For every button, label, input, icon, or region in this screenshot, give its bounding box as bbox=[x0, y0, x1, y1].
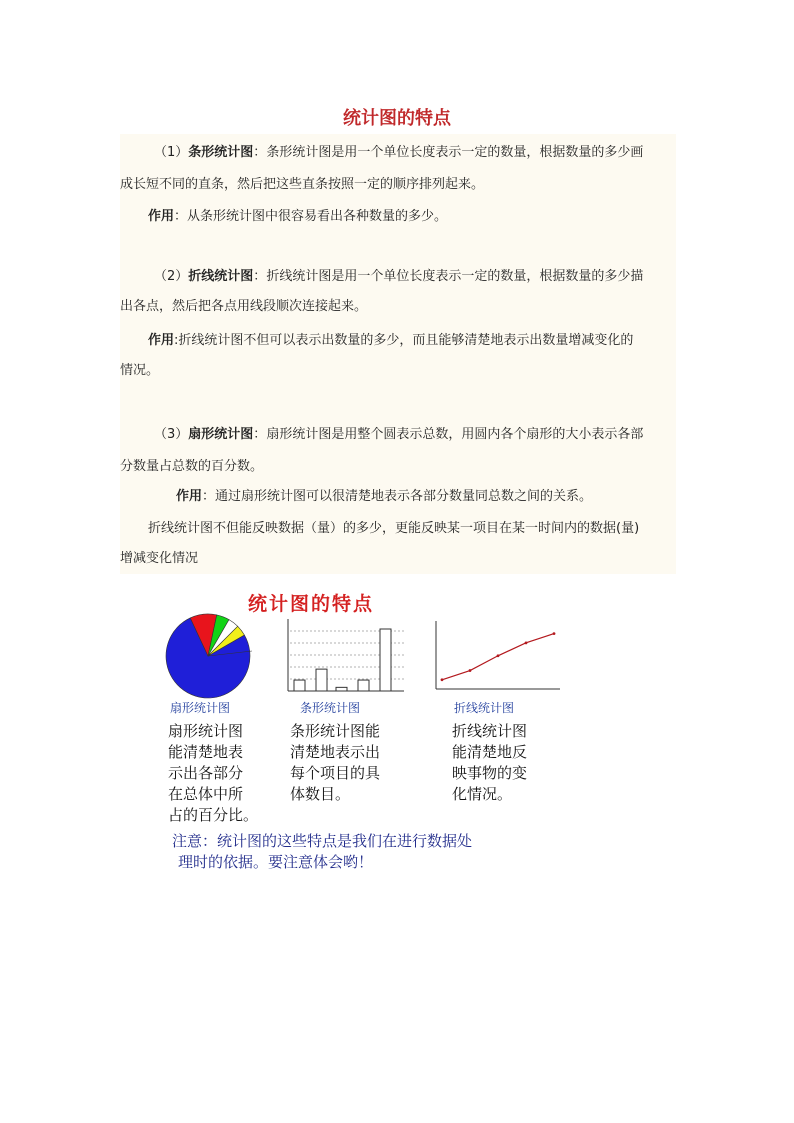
bar bbox=[294, 680, 305, 691]
line-description bbox=[452, 721, 527, 805]
line-point bbox=[469, 669, 472, 672]
bar-desc-line: 清楚地表示出 bbox=[290, 743, 381, 761]
line-caption: 折线统计图 bbox=[454, 701, 515, 715]
note-line-2: 理时的依据。要注意体会哟！ bbox=[178, 853, 374, 871]
extra-line-2: 增减变化情况 bbox=[120, 551, 199, 566]
page-title: 统计图的特点 bbox=[343, 108, 451, 129]
section-1-number: （1） bbox=[154, 145, 189, 160]
pie-desc-line: 示出各部分 bbox=[168, 764, 244, 782]
section-1-sep: ： bbox=[253, 145, 267, 160]
section-2-line-1 bbox=[154, 262, 643, 292]
section-2-heading: 折线统计图 bbox=[188, 269, 254, 284]
figure-title: 统计图的特点 bbox=[248, 593, 375, 615]
section-2-usage bbox=[148, 326, 633, 356]
section-2-sep: ： bbox=[253, 269, 267, 284]
figure-note bbox=[172, 831, 472, 873]
pie-caption: 扇形统计图 bbox=[170, 701, 231, 715]
bar-desc-line: 每个项目的具 bbox=[290, 764, 381, 782]
section-3-number: （3） bbox=[154, 427, 189, 442]
section-3-usage-text: ：通过扇形统计图可以很清楚地表示各部分数量同总数之间的关系。 bbox=[202, 489, 593, 504]
note-line-1: 注意：统计图的这些特点是我们在进行数据处 bbox=[172, 832, 473, 850]
section-3-usage bbox=[176, 482, 592, 512]
pie-desc-line: 占的百分比。 bbox=[168, 806, 259, 824]
line-desc-line: 折线统计图 bbox=[452, 722, 528, 740]
section-2-usage-label: 作用 bbox=[148, 333, 175, 348]
bar-desc-line: 条形统计图能 bbox=[290, 722, 381, 740]
line-point bbox=[441, 678, 444, 681]
pie-chart-icon bbox=[166, 611, 256, 701]
section-1-usage-label: 作用 bbox=[148, 209, 175, 224]
bar bbox=[336, 687, 347, 691]
content-panel bbox=[120, 134, 676, 574]
section-1-usage bbox=[148, 202, 447, 232]
line-point bbox=[553, 632, 556, 635]
section-3-usage-label: 作用 bbox=[176, 489, 203, 504]
section-1-definition-1: 条形统计图是用一个单位长度表示一定的数量，根据数量的多少画 bbox=[266, 145, 644, 160]
line-point bbox=[497, 654, 500, 657]
section-1-definition-2: 成长短不同的直条，然后把这些直条按照一定的顺序排列起来。 bbox=[120, 177, 485, 192]
line-desc-line: 映事物的变 bbox=[452, 764, 528, 782]
section-1-line-1 bbox=[154, 138, 643, 168]
bar bbox=[316, 669, 327, 691]
bar-desc-line: 体数目。 bbox=[290, 785, 351, 803]
line-point bbox=[525, 641, 528, 644]
pie-desc-line: 扇形统计图 bbox=[168, 722, 244, 740]
bar bbox=[380, 629, 391, 691]
bar-chart-icon bbox=[286, 619, 406, 694]
section-1-heading: 条形统计图 bbox=[188, 145, 254, 160]
section-2-number: （2） bbox=[154, 269, 189, 284]
extra-line-1: 折线统计图不但能反映数据（量）的多少，更能反映某一项目在某一时间内的数据(量) bbox=[148, 521, 640, 536]
pie-desc-line: 在总体中所 bbox=[168, 785, 244, 803]
section-2-usage-text-1: :折线统计图不但可以表示出数量的多少，而且能够清楚地表示出数量增减变化的 bbox=[174, 333, 634, 348]
line-chart-icon bbox=[434, 621, 562, 693]
section-3-definition-2: 分数量占总数的百分数。 bbox=[120, 459, 264, 474]
bar-caption: 条形统计图 bbox=[300, 701, 361, 715]
section-3-heading: 扇形统计图 bbox=[188, 427, 254, 442]
pie-desc-line: 能清楚地表 bbox=[168, 743, 244, 761]
pie-description bbox=[168, 721, 258, 826]
line-desc-line: 化情况。 bbox=[452, 785, 513, 803]
section-2-definition-1: 折线统计图是用一个单位长度表示一定的数量，根据数量的多少描 bbox=[266, 269, 644, 284]
section-2-usage-text-2: 情况。 bbox=[120, 363, 160, 378]
line-desc-line: 能清楚地反 bbox=[452, 743, 528, 761]
section-3-definition-1: 扇形统计图是用整个圆表示总数，用圆内各个扇形的大小表示各部 bbox=[266, 427, 644, 442]
section-1-usage-text: ：从条形统计图中很容易看出各种数量的多少。 bbox=[174, 209, 448, 224]
bar bbox=[358, 680, 369, 691]
section-3-line-1 bbox=[154, 420, 643, 450]
chart-types-figure bbox=[148, 583, 548, 873]
section-3-sep: ： bbox=[253, 427, 267, 442]
section-2-definition-2: 出各点，然后把各点用线段顺次连接起来。 bbox=[120, 299, 368, 314]
bar-description bbox=[290, 721, 380, 805]
